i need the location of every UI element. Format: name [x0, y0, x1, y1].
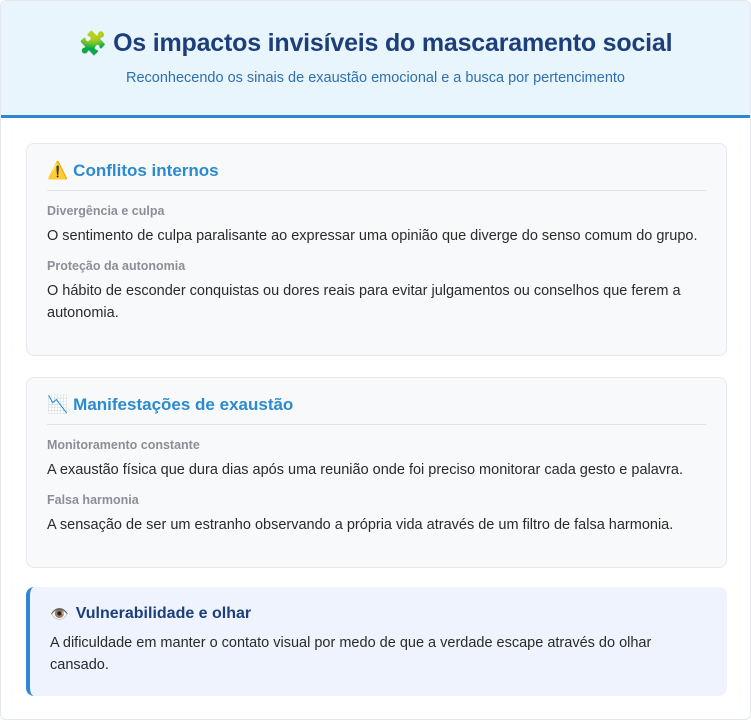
page-title-text: Os impactos invisíveis do mascaramento social [113, 29, 673, 57]
list-item [47, 204, 706, 247]
chart-decreasing-icon: 📉 [47, 395, 69, 414]
section-conflitos-internos [26, 143, 727, 356]
item-label: Proteção da autonomia [47, 259, 186, 273]
section-title [47, 395, 706, 425]
section-title-text: Conflitos internos [73, 161, 219, 180]
item-label: Monitoramento constante [47, 438, 200, 452]
item-text: A exaustão física que dura dias após uma reunião onde foi preciso monitorar cada gesto e palavra. [47, 462, 683, 478]
list-item [47, 259, 706, 324]
warning-icon: ⚠️ [47, 161, 69, 180]
callout-title [50, 605, 707, 623]
list-item [47, 438, 706, 481]
list-item [47, 493, 706, 536]
page-subtitle: Reconhecendo os sinais de exaustão emocional e a busca por pertencimento [126, 70, 625, 86]
item-text: O sentimento de culpa paralisante ao expressar uma opinião que diverge do senso comum do grupo. [47, 228, 698, 244]
callout-vulnerabilidade [26, 587, 727, 696]
eye-icon: 👁️ [50, 606, 69, 623]
callout-text: A dificuldade em manter o contato visual por medo de que a verdade escape através do olhar cansado. [50, 635, 652, 673]
puzzle-piece-icon: 🧩 [78, 30, 108, 56]
section-title [47, 161, 706, 191]
header [1, 1, 750, 118]
section-title-text: Manifestações de exaustão [73, 395, 294, 414]
item-text: A sensação de ser um estranho observando a própria vida através de um filtro de falsa harmonia. [47, 517, 674, 533]
item-text: O hábito de esconder conquistas ou dores reais para evitar julgamentos ou conselhos que ferem a autonomia. [47, 283, 681, 321]
page-title [1, 29, 750, 58]
item-label: Divergência e culpa [47, 204, 165, 218]
item-label: Falsa harmonia [47, 493, 139, 507]
section-manifestacoes-de-exaustao [26, 377, 727, 568]
callout-title-text: Vulnerabilidade e olhar [75, 605, 252, 622]
